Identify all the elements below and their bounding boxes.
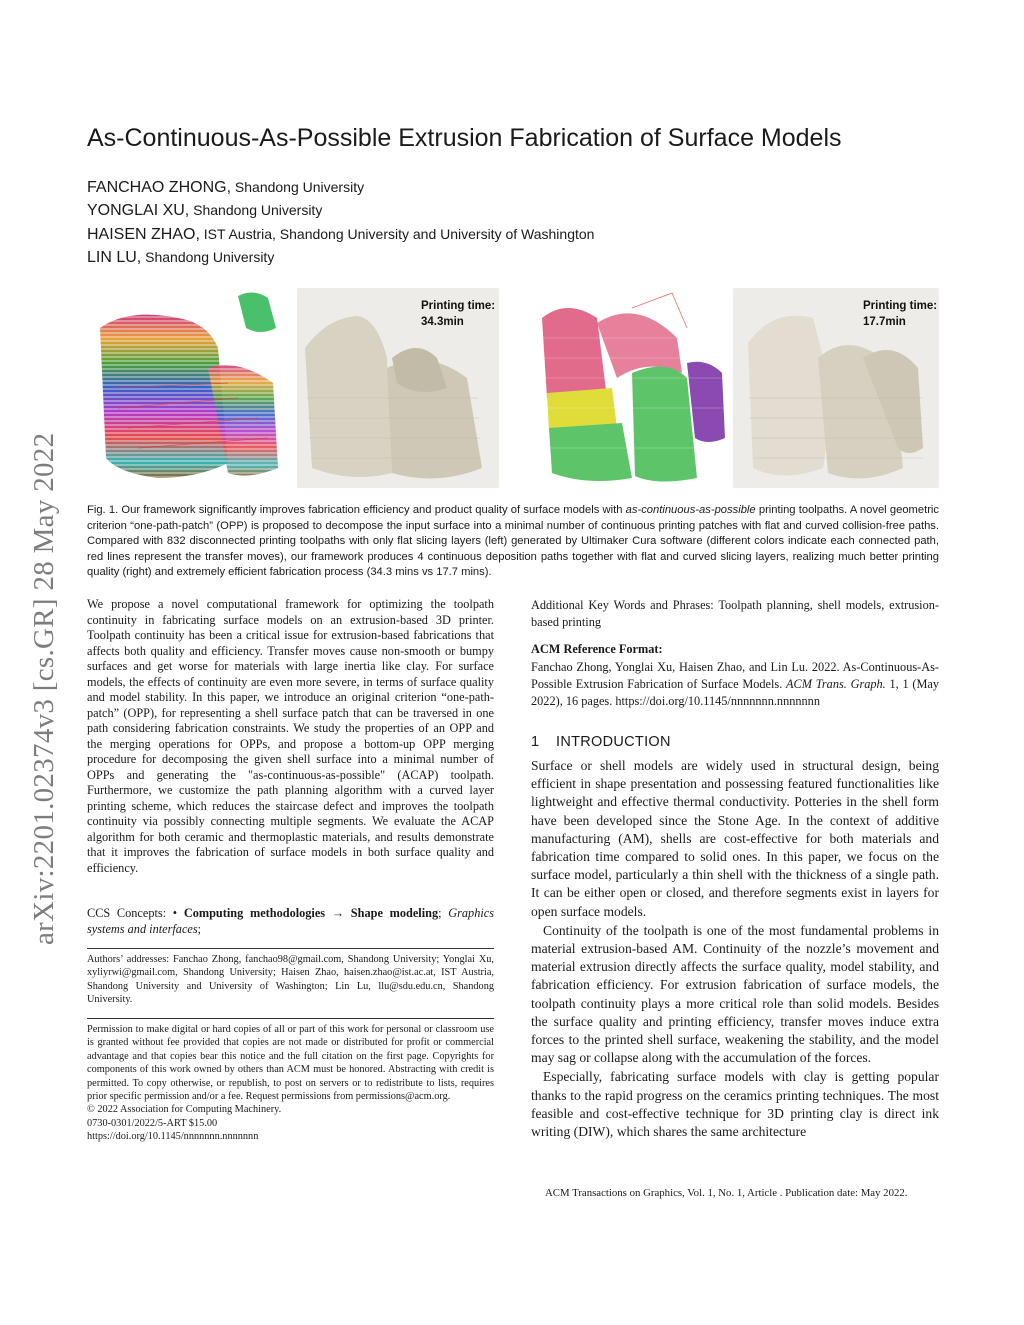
section-heading	[531, 734, 671, 750]
toolpath-illustration	[88, 288, 295, 488]
author-name: YONGLAI XU,	[87, 202, 190, 219]
acm-reference-heading: ACM Reference Format:	[531, 642, 663, 656]
author-addresses: Authors’ addresses: Fanchao Zhong, fanchao98@gmail.com, Shandong University; Yonglai Xu, xyliyrwi@gmail.com, Shandong University; Haisen Zhao, haisen.zhao@ist.ac.at, IST Austria, Shandong University and University of Washington; Lin Lu, llu@sdu.edu.cn, Shandong University.	[87, 954, 494, 1006]
toolpath-illustration	[537, 288, 730, 488]
page-footer: ACM Transactions on Graphics, Vol. 1, No. 1, Article . Publication date: May 2022.	[545, 1187, 908, 1199]
author-affiliation: Shandong University	[141, 249, 275, 265]
section-number: 1	[531, 734, 540, 750]
ccs-concept: Graphics systems and interfaces	[87, 906, 495, 936]
caption-text: printing toolpaths. A novel geometric criterion “one-path-patch” (OPP) is proposed to decompose the input surface into a minimal number of continuous printing patches with flat and curved collision-free paths. Compared with 832 disconnected printing toolpaths with only flat slicing layers (left) generated by Ultimaker Cura software (different colors indicate each connected path, red lines represent the transfer moves), our framework produces 4 continuous deposition paths together with flat and curved slicing layers, realizing much better printing quality (right) and extremely efficient fabrication process (34.3 mins vs 17.7 mins).	[87, 504, 940, 579]
author-name: FANCHAO ZHONG,	[87, 179, 232, 196]
printing-time-label: Printing time: 17.7min	[863, 300, 938, 328]
paper-title: As-Continuous-As-Possible Extrusion Fabrication of Surface Models	[87, 124, 842, 152]
author-line	[87, 202, 322, 220]
reference-text: Fanchao Zhong, Yonglai Xu, Haisen Zhao, and Lin Lu. 2022. As-Continuous-As-Possible Extrusion Fabrication of Surface Models.	[531, 660, 939, 691]
keywords: Additional Key Words and Phrases: Toolpath planning, shell models, extrusion-based printing	[531, 598, 939, 629]
figure-toolpath-cura	[88, 288, 295, 488]
reference-journal: ACM Trans. Graph.	[786, 677, 886, 691]
paragraph: Continuity of the toolpath is one of the most fundamental problems in material extrusion-based AM. Continuity of the nozzle’s movement and material extrusion directly affects the surface quality, model stability, and fabrication efficiency. For extrusion fabrication of surface models, the toolpath continuity plays a more critical role than solid models. Besides the surface quality and printing efficiency, transfer moves induce extra forces to the printed shell surface, weakening the stability, and the model may sag or collapse along with the accumulation of the forces.	[531, 922, 939, 1066]
author-name: LIN LU,	[87, 249, 142, 266]
ccs-concept: Shape modeling	[350, 906, 439, 920]
author-line	[87, 226, 594, 244]
ccs-separator: ;	[438, 906, 449, 920]
figure-toolpath-acap	[537, 288, 730, 488]
author-affiliation: IST Austria, Shandong University and University of Washington	[199, 226, 595, 242]
caption-text: Fig. 1. Our framework significantly improves fabrication efficiency and product quality of surface models with	[87, 504, 626, 516]
paragraph: Especially, fabricating surface models with clay is getting popular thanks to the rapid progress on the ceramics printing techniques. The most feasible and cost-effective technique for 3D printing clay is direct ink writing (DIW), which shares the same architecture	[531, 1069, 939, 1140]
printing-time-label: Printing time: 34.3min	[421, 300, 496, 328]
abstract: We propose a novel computational framework for optimizing the toolpath continuity in fabricating surface models on an extrusion-based 3D printer. Toolpath continuity has been a critical issue for extrusion-based fabrications that affects both quality and efficiency. Transfer moves cause non-smooth or bumpy surfaces and get worse for materials with large inertia like clay. For surface models, the effects of continuity are even more severe, in terms of surface quality and model stability. In this paper, we introduce an original criterion “one-path-patch” (OPP), for representing a shell surface patch that can be traversed in one path considering fabrication constraints. We study the properties of an OPP and the merging operations for OPPs, and propose a bottom-up OPP merging procedure for decomposing the given shell surface into a minimal number of OPPs and generating the "as-continuous-as-possible" (ACAP) toolpath. Furthermore, we customize the path planning algorithm with a curved layer printing scheme, which reduces the staircase defect and improves the toolpath continuity via possibly connecting multiple segments. We evaluate the ACAP algorithm for both ceramic and thermoplastic materials, and results demonstrate that it improves the fabrication of surface models in both surface quality and efficiency.	[87, 597, 494, 875]
author-line	[87, 179, 364, 197]
caption-emphasis: as-continuous-as-possible	[625, 504, 756, 516]
acm-reference	[531, 659, 939, 710]
copyright-line: © 2022 Association for Computing Machinery.	[87, 1104, 282, 1116]
reference-text: 1, 1 (May 2022), 16 pages. https://doi.org/10.1145/nnnnnnn.nnnnnnn	[531, 677, 939, 708]
permission-text: Permission to make digital or hard copies of all or part of this work for personal or classroom use is granted without fee provided that copies are not made or distributed for profit or commercial advantage and that copies bear this notice and the full citation on the first page. Copyrights for components of this work owned by others than ACM must be honored. Abstracting with credit is permitted. To copy otherwise, or republish, to post on servers or to redistribute to lists, requires prior specific permission and/or a fee. Request permissions from permissions@acm.org.	[87, 1024, 494, 1103]
paragraph: Surface or shell models are widely used in structural design, being efficient in shape presentation and possessing featured functionalities like lightweight and effective thermal conductivity. Potteries in the shell form have been developed since the Stone Age. In the context of additive manufacturing (AM), shells are cost-effective for both materials and fabrication time compared to solid ones. In this paper, we focus on the surface model, particularly a thin shell with the thickness of a single path. It can be either open or closed, and therefore segments exist in layers for open surface models.	[531, 758, 939, 919]
figure-print-cura	[297, 288, 499, 488]
ccs-prefix: CCS Concepts: •	[87, 906, 184, 920]
arxiv-identifier: arXiv:2201.02374v3 [cs.GR] 28 May 2022	[28, 432, 60, 945]
figure-print-acap	[733, 288, 939, 488]
ccs-arrow: →	[325, 906, 351, 920]
author-name: HAISEN ZHAO,	[87, 226, 200, 243]
introduction-body	[531, 757, 939, 1141]
figure-caption	[87, 503, 939, 581]
author-line	[87, 249, 274, 267]
divider	[87, 1018, 494, 1019]
issn-line: 0730-0301/2022/5-ART $15.00	[87, 1117, 218, 1129]
divider	[87, 948, 494, 949]
author-affiliation: Shandong University	[231, 179, 365, 195]
section-title: INTRODUCTION	[556, 734, 671, 750]
permission-notice	[87, 1023, 494, 1144]
ccs-concept: Computing methodologies	[183, 906, 326, 920]
ccs-end: ;	[197, 921, 202, 936]
ccs-concepts	[87, 906, 494, 937]
author-affiliation: Shandong University	[189, 202, 323, 218]
doi-line: https://doi.org/10.1145/nnnnnnn.nnnnnnn	[87, 1131, 259, 1143]
